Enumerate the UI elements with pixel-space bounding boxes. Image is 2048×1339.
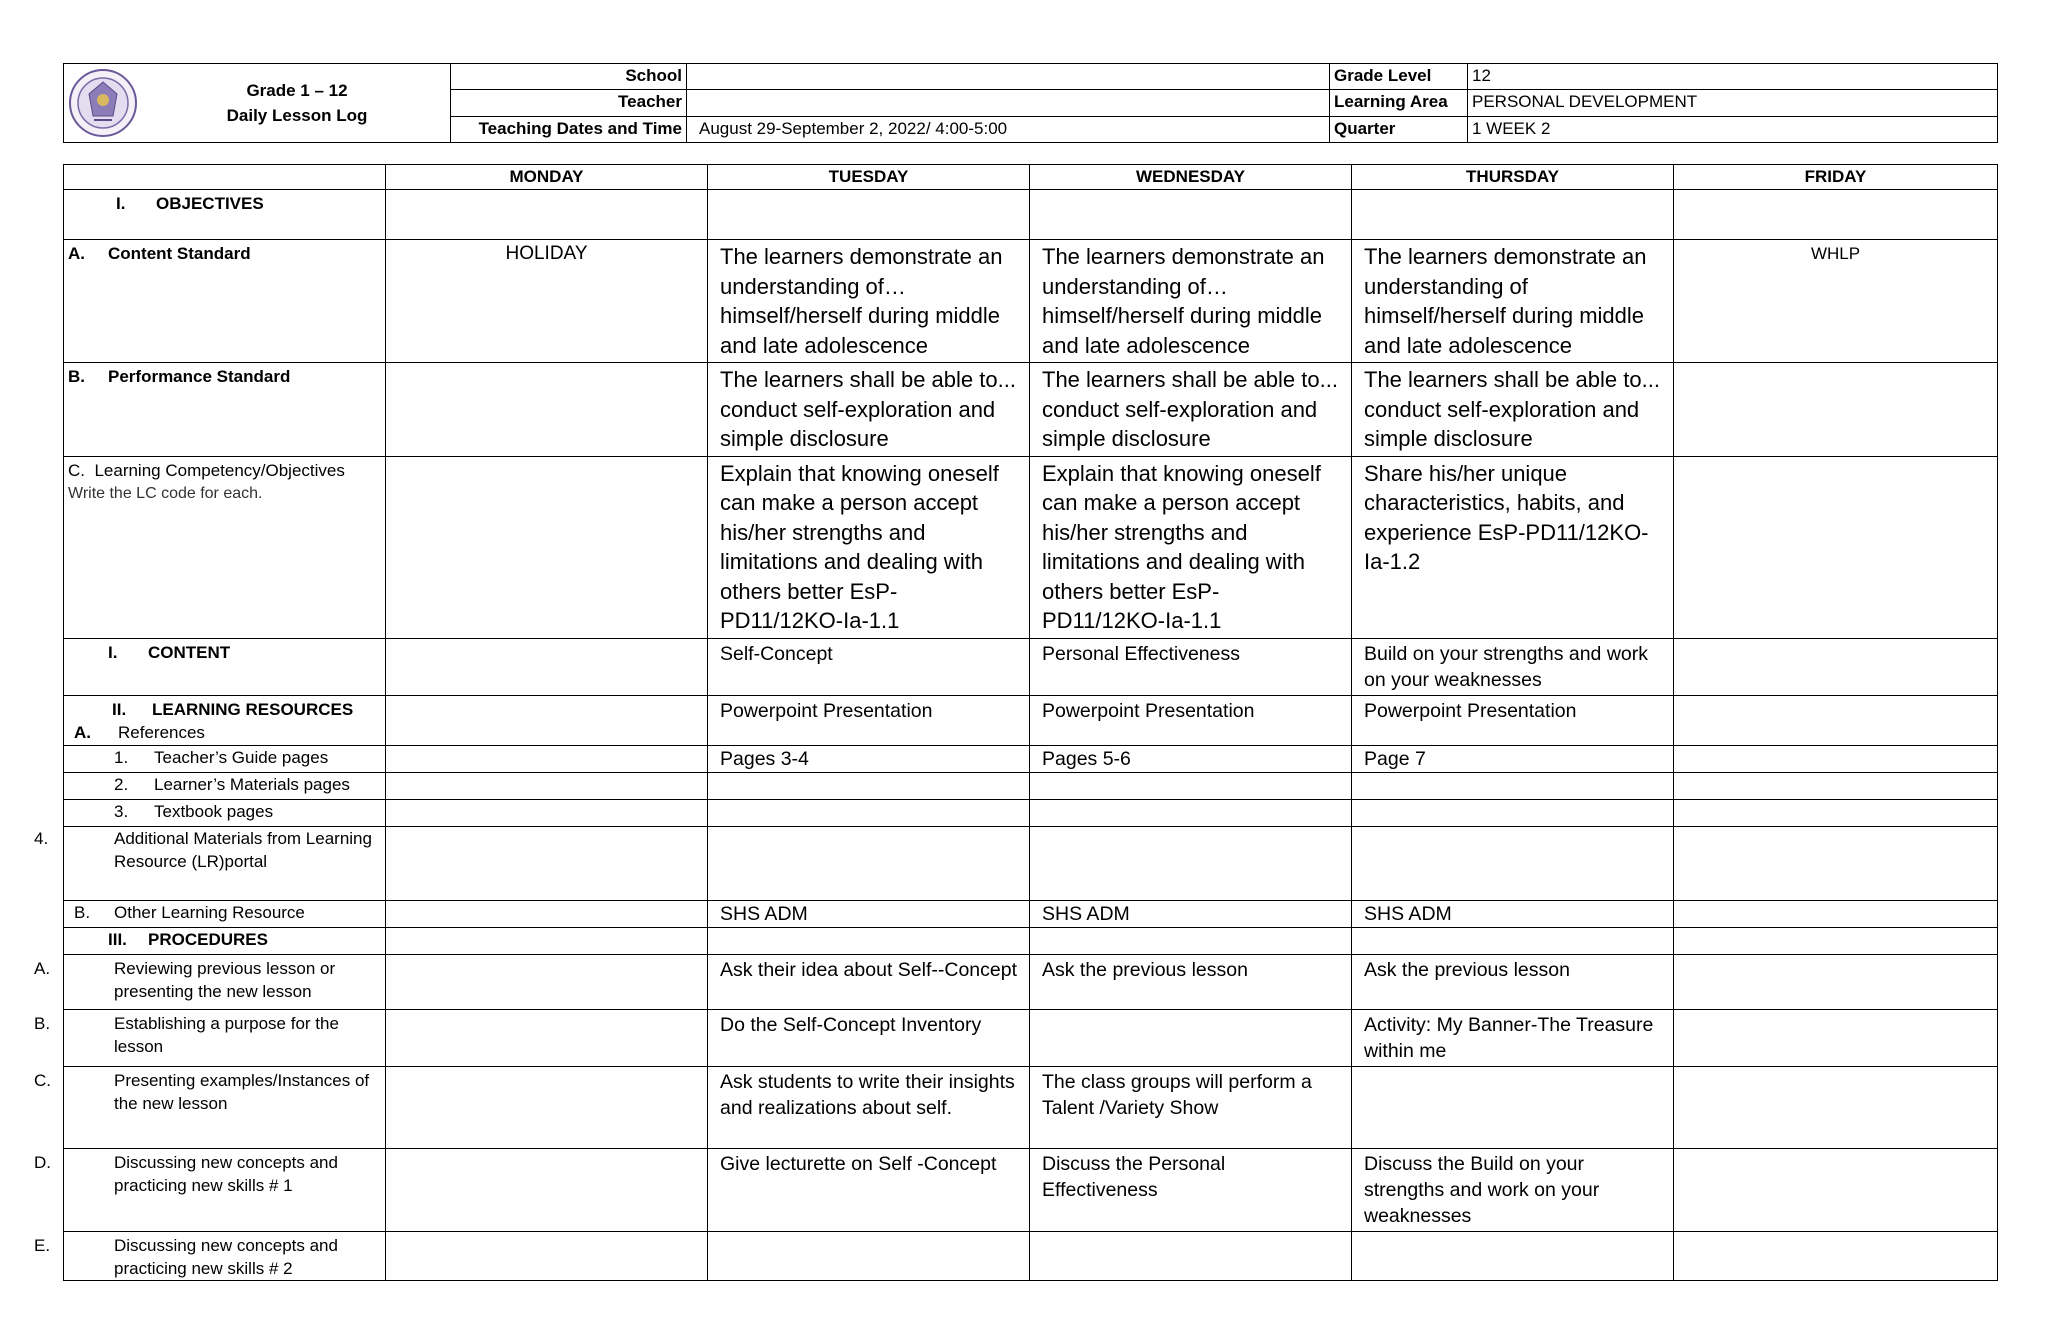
table-row [64,1009,1998,1066]
wednesday-proc-a: Ask the previous lesson [1030,954,1352,1009]
procedures-heading: III. PROCEDURES [64,927,386,954]
wednesday-content-standard: The learners demonstrate an understanding of… himself/herself during middle and late adolescence [1030,240,1352,363]
table-row [64,456,1998,638]
thursday-resources: Powerpoint Presentation [1352,695,1674,745]
table-row [64,772,1998,799]
additional-materials-label: 4. Additional Materials from Learning Resource (LR)portal [64,826,386,900]
table-row [64,695,1998,745]
monday-holiday: HOLIDAY [386,240,708,363]
deped-seal-icon [68,68,138,138]
teacher-label: Teacher [451,90,687,116]
thursday-proc-b: Activity: My Banner-The Treasure within me [1352,1009,1674,1066]
performance-standard-label: B. Performance Standard [64,363,386,457]
tuesday-proc-d: Give lecturette on Self -Concept [708,1148,1030,1231]
table-row [64,363,1998,457]
table-row [64,1148,1998,1231]
school-label: School [451,64,687,90]
learning-area-value: PERSONAL DEVELOPMENT [1468,90,1998,116]
day-wednesday: WEDNESDAY [1030,165,1352,190]
other-resource-label: B. Other Learning Resource [64,900,386,927]
tuesday-proc-c: Ask students to write their insights and realizations about self. [708,1066,1030,1148]
lesson-log-table [34,164,1998,1281]
thursday-content: Build on your strengths and work on your weaknesses [1352,638,1674,695]
quarter-label: Quarter [1330,116,1468,142]
proc-a-label: A. Reviewing previous lesson or presenting the new lesson [64,954,386,1009]
header-title-cell [64,64,451,143]
friday-whlp: WHLP [1674,240,1998,363]
tuesday-performance-standard: The learners shall be able to... conduct self-exploration and simple disclosure [708,363,1030,457]
wednesday-resources: Powerpoint Presentation [1030,695,1352,745]
learning-area-label: Learning Area [1330,90,1468,116]
teacher-value [687,90,1330,116]
day-monday: MONDAY [386,165,708,190]
competency-hint: Write the LC code for each. [68,484,263,502]
thursday-tg-pages: Page 7 [1352,745,1674,772]
proc-c-label: C. Presenting examples/Instances of the new lesson [64,1066,386,1148]
thursday-performance-standard: The learners shall be able to... conduct self-exploration and simple disclosure [1352,363,1674,457]
table-row [64,927,1998,954]
wednesday-proc-d: Discuss the Personal Effectiveness [1030,1148,1352,1231]
wednesday-performance-standard: The learners shall be able to... conduct self-exploration and simple disclosure [1030,363,1352,457]
proc-d-label: D. Discussing new concepts and practicing new skills # 1 [64,1148,386,1231]
proc-b-label: B. Establishing a purpose for the lesson [64,1009,386,1066]
table-row [64,190,1998,240]
wednesday-other: SHS ADM [1030,900,1352,927]
header-table [63,63,1998,143]
table-row [64,900,1998,927]
wednesday-competency: Explain that knowing oneself can make a person accept his/her strengths and limitations and dealing with others better EsP-PD11/12KO-Ia-1.1 [1030,456,1352,638]
competency-label: C. Learning Competency/Objectives Write the LC code for each. [64,456,386,638]
tuesday-resources: Powerpoint Presentation [708,695,1030,745]
table-row [64,954,1998,1009]
wednesday-proc-c: The class groups will perform a Talent /Variety Show [1030,1066,1352,1148]
table-row [64,638,1998,695]
tuesday-competency: Explain that knowing oneself can make a person accept his/her strengths and limitations and dealing with others better EsP-PD11/12KO-Ia-1.1 [708,456,1030,638]
table-row [64,826,1998,900]
grade-level-label: Grade Level [1330,64,1468,90]
teachers-guide-label: 1. Teacher’s Guide pages [64,745,386,772]
thursday-proc-d: Discuss the Build on your strengths and work on your weaknesses [1352,1148,1674,1231]
thursday-other: SHS ADM [1352,900,1674,927]
wednesday-tg-pages: Pages 5-6 [1030,745,1352,772]
school-value [687,64,1330,90]
table-row [64,240,1998,363]
textbook-label: 3. Textbook pages [64,799,386,826]
corner-cell [64,165,386,190]
content-standard-label: A. Content Standard [64,240,386,363]
wednesday-content: Personal Effectiveness [1030,638,1352,695]
tuesday-proc-a: Ask their idea about Self--Concept [708,954,1030,1009]
day-friday: FRIDAY [1674,165,1998,190]
learners-materials-label: 2. Learner’s Materials pages [64,772,386,799]
grade-level-value: 12 [1468,64,1998,90]
dates-label: Teaching Dates and Time [451,116,687,142]
dates-value: August 29-September 2, 2022/ 4:00-5:00 [687,116,1330,142]
tuesday-proc-b: Do the Self-Concept Inventory [708,1009,1030,1066]
day-header-row [64,165,1998,190]
table-row [64,1231,1998,1280]
table-row [64,1066,1998,1148]
table-row [64,799,1998,826]
tuesday-content: Self-Concept [708,638,1030,695]
title-grade-range: Grade 1 – 12 [246,81,348,100]
tuesday-other: SHS ADM [708,900,1030,927]
tuesday-content-standard: The learners demonstrate an understanding of… himself/herself during middle and late adolescence [708,240,1030,363]
table-row [64,745,1998,772]
day-tuesday: TUESDAY [708,165,1030,190]
thursday-proc-a: Ask the previous lesson [1352,954,1674,1009]
content-heading: I. CONTENT [64,638,386,695]
objectives-heading: I. OBJECTIVES [64,190,386,240]
resources-heading: II. LEARNING RESOURCES A. References [64,695,386,745]
quarter-value: 1 WEEK 2 [1468,116,1998,142]
tuesday-tg-pages: Pages 3-4 [708,745,1030,772]
thursday-content-standard: The learners demonstrate an understanding of himself/herself during middle and late adolescence [1352,240,1674,363]
day-thursday: THURSDAY [1352,165,1674,190]
title-daily-lesson-log: Daily Lesson Log [226,106,368,125]
proc-e-label: E. Discussing new concepts and practicing new skills # 2 [64,1231,386,1280]
thursday-competency: Share his/her unique characteristics, habits, and experience EsP-PD11/12KO-Ia-1.2 [1352,456,1674,638]
